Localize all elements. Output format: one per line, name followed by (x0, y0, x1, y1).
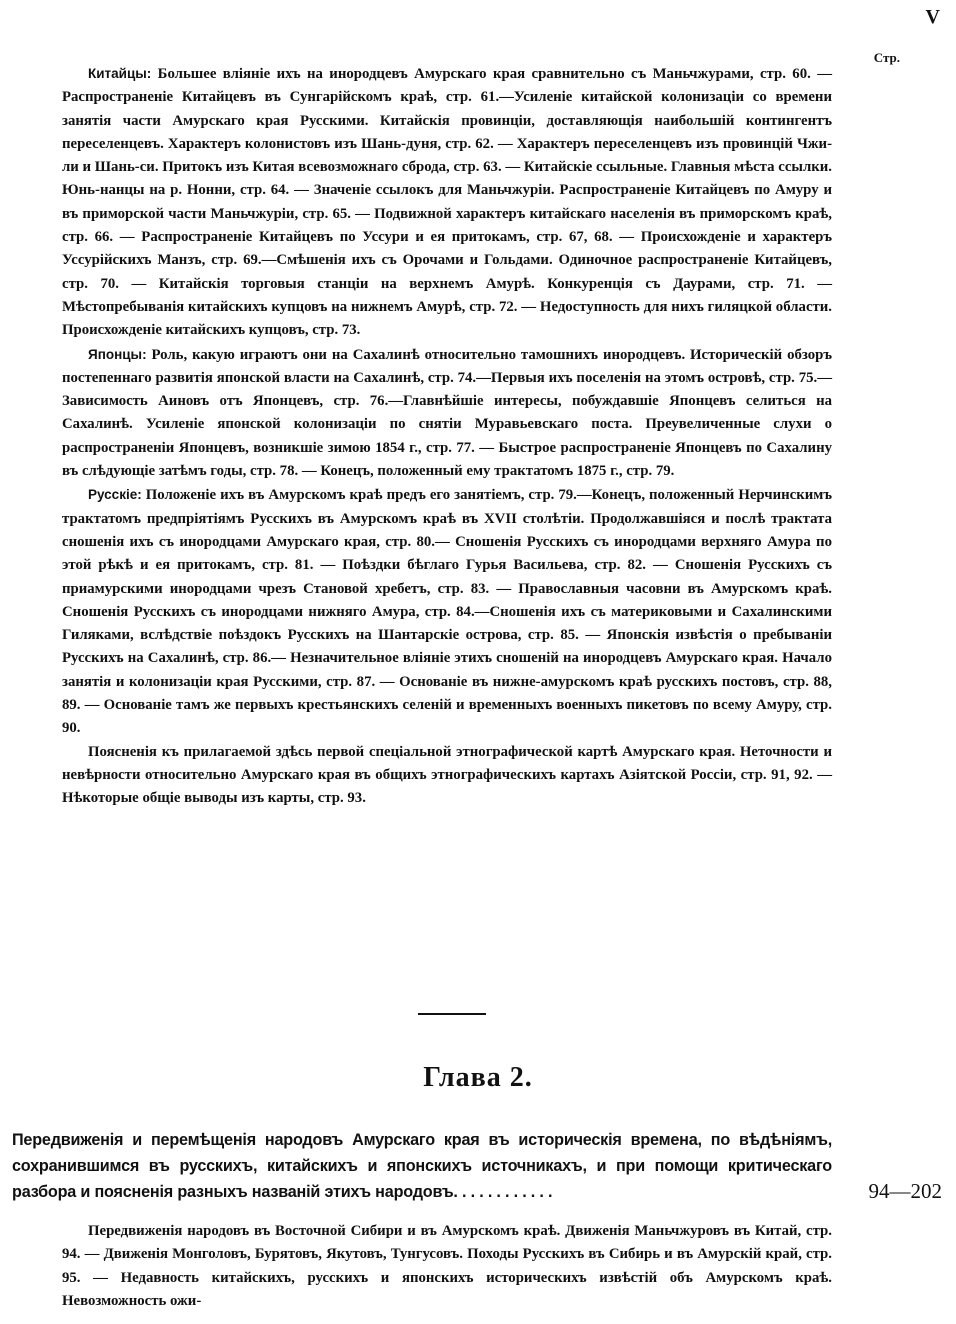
page-number: V (925, 6, 940, 28)
section-divider (418, 1013, 486, 1015)
paragraph-text: Положеніе ихъ въ Амурскомъ краѣ предъ его занятіемъ, стр. 79.—Конецъ, положенный Нерчинскимъ трактатомъ предпріятіямъ Русскихъ въ Амурскомъ краѣ въ XVII столѣтіи. Продолжавшіяся и послѣ трактата сношенія ихъ съ инородцами Амурскаго края, стр. 80.— Сношенія Русскихъ съ инородцами верхняго Амура по этой рѣкѣ и ея притокамъ, стр. 81. — Поѣздки бѣглаго Гурья Васильева, стр. 82. — Сношенія Русскихъ съ приамурскими инородцами чрезъ Становой хребетъ, стр. 83. — Православныя часовни въ Амурскомъ краѣ. Сношенія Русскихъ съ инородцами нижняго Амура, стр. 84.—Сношенія ихъ съ материковыми и Сахалинскими Гиляками, вслѣдствіе поѣздокъ Русскихъ на Шантарскіе острова, стр. 85. — Японскія извѣстія о пребываніи Русскихъ на Сахалинѣ, стр. 86.— Незначительное вліяніе этихъ сношеній на инородцевъ Амурскаго края. Начало занятія и колонизаціи края Русскими, стр. 87. — Основаніе въ нижне-амурскомъ краѣ русскихъ постовъ, стр. 88, 89. — Основаніе тамъ же первыхъ крестьянскихъ селеній и временныхъ военныхъ пикетовъ по всему Амуру, стр. 90. (62, 487, 833, 737)
paragraph-text: Роль, какую играютъ они на Сахалинѣ относительно тамошнихъ инородцевъ. Историческій обзоръ постепеннаго развитія японской власти на Сахалинѣ, стр. 74.—Первыя ихъ поселенія на этомъ островѣ, стр. 75.—Зависимость Аиновъ отъ Японцевъ, стр. 76.—Главнѣйшіе интересы, побуждавшіе Японцевъ селиться на Сахалинѣ. Усиленіе японской колонизаціи по снятіи Муравьевскаго поста. Преувеличенные слухи о распространеніи Японцевъ, возникшіе зимою 1854 г., стр. 77. — Быстрое распространеніе Японцевъ по Сахалину въ слѣдующіе затѣмъ годы, стр. 78. — Конецъ, положенный ему трактатомъ 1875 г., стр. 79. (62, 346, 832, 480)
paragraph-lead: Японцы: (88, 346, 147, 362)
paragraph-russians (62, 483, 832, 740)
paragraph-map-notes (62, 741, 832, 811)
chapter-title: Глава 2. (423, 1062, 533, 1093)
paragraph-text: Большее вліяніе ихъ на инородцевъ Амурскаго края сравнительно съ Маньчжурами, стр. 60. — Распространеніе Китайцевъ въ Сунгарійскомъ краѣ, стр. 61.—Усиленіе китайской колонизаціи со времени занятія части Амурскаго края Русскими. Китайскія провинціи, доставляющія наибольшій контингентъ переселенцевъ. Характеръ колонистовъ изъ Шань-дуня, стр. 62. — Характеръ переселенцевъ изъ провинцій Чжи-ли и Шань-си. Притокъ изъ Китая всевозможнаго сброда, стр. 63. — Китайскіе ссыльные. Главныя мѣста ссылки. Юнь-нанцы на р. Нонни, стр. 64. — Значеніе ссылокъ для Маньчжуріи. Распространеніе Китайцевъ по Амуру и въ приморской части Маньчжуріи, стр. 65. — Подвижной характеръ китайскаго населенія въ приморскомъ краѣ, стр. 66. — Распространеніе Китайцевъ по Уссури и ея притокамъ, стр. 67, 68. — Происхожденіе и характеръ Уссурійскихъ Манзъ, стр. 69.—Смѣшенія ихъ съ Орочами и Гольдами. Одиночное распространеніе Китайцевъ, стр. 70. — Китайскія торговыя станціи на верхнемъ Амурѣ. Конкуренція съ Даурами, стр. 71. — Мѣстопребыванія китайскихъ купцовъ на нижнемъ Амурѣ, стр. 72. — Недоступность для нихъ гиляцкой области. Происхожденіе китайскихъ купцовъ, стр. 73. (62, 66, 832, 339)
paragraph-japanese (62, 343, 832, 484)
column-label: Стр. (873, 50, 900, 65)
chapter-page-range: 94—202 (868, 1179, 942, 1203)
chapter-body-text: Передвиженія народовъ въ Восточной Сибири и въ Амурскомъ краѣ. Движенія Маньчжуровъ въ Китай, стр. 94. — Движенія Монголовъ, Бурятовъ, Якутовъ, Тунгусовъ. Походы Русскихъ въ Сибирь и въ Амурскій край, стр. 95. — Недавность китайскихъ, русскихъ и японскихъ историческихъ извѣстій объ Амурскомъ краѣ. Невозможность ожи- (62, 1223, 832, 1309)
table-of-contents-body (62, 62, 832, 811)
paragraph-lead: Русскіе: (88, 487, 142, 503)
paragraph-text: Поясненія къ прилагаемой здѣсь первой спеціальной этнографической картѣ Амурскаго края. Неточности и невѣрности относительно Амурскаго края въ общихъ этнографическихъ картахъ Азіятской Россіи, стр. 91, 92. — Нѣкоторые общіе выводы изъ карты, стр. 93. (62, 743, 832, 807)
chapter-summary: Передвиженія и перемѣщенія народовъ Амурскаго края въ историческія времена, по вѣдѣніямъ, сохранившимся въ русскихъ, китайскихъ и японскихъ источникахъ, и при помощи критическаго разбора и поясненія разныхъ названій этихъ народовъ. . . . . . . . . . . . (12, 1131, 832, 1201)
chapter-body (62, 1220, 832, 1313)
paragraph-chinese (62, 62, 832, 343)
paragraph-lead: Китайцы: (88, 66, 152, 81)
